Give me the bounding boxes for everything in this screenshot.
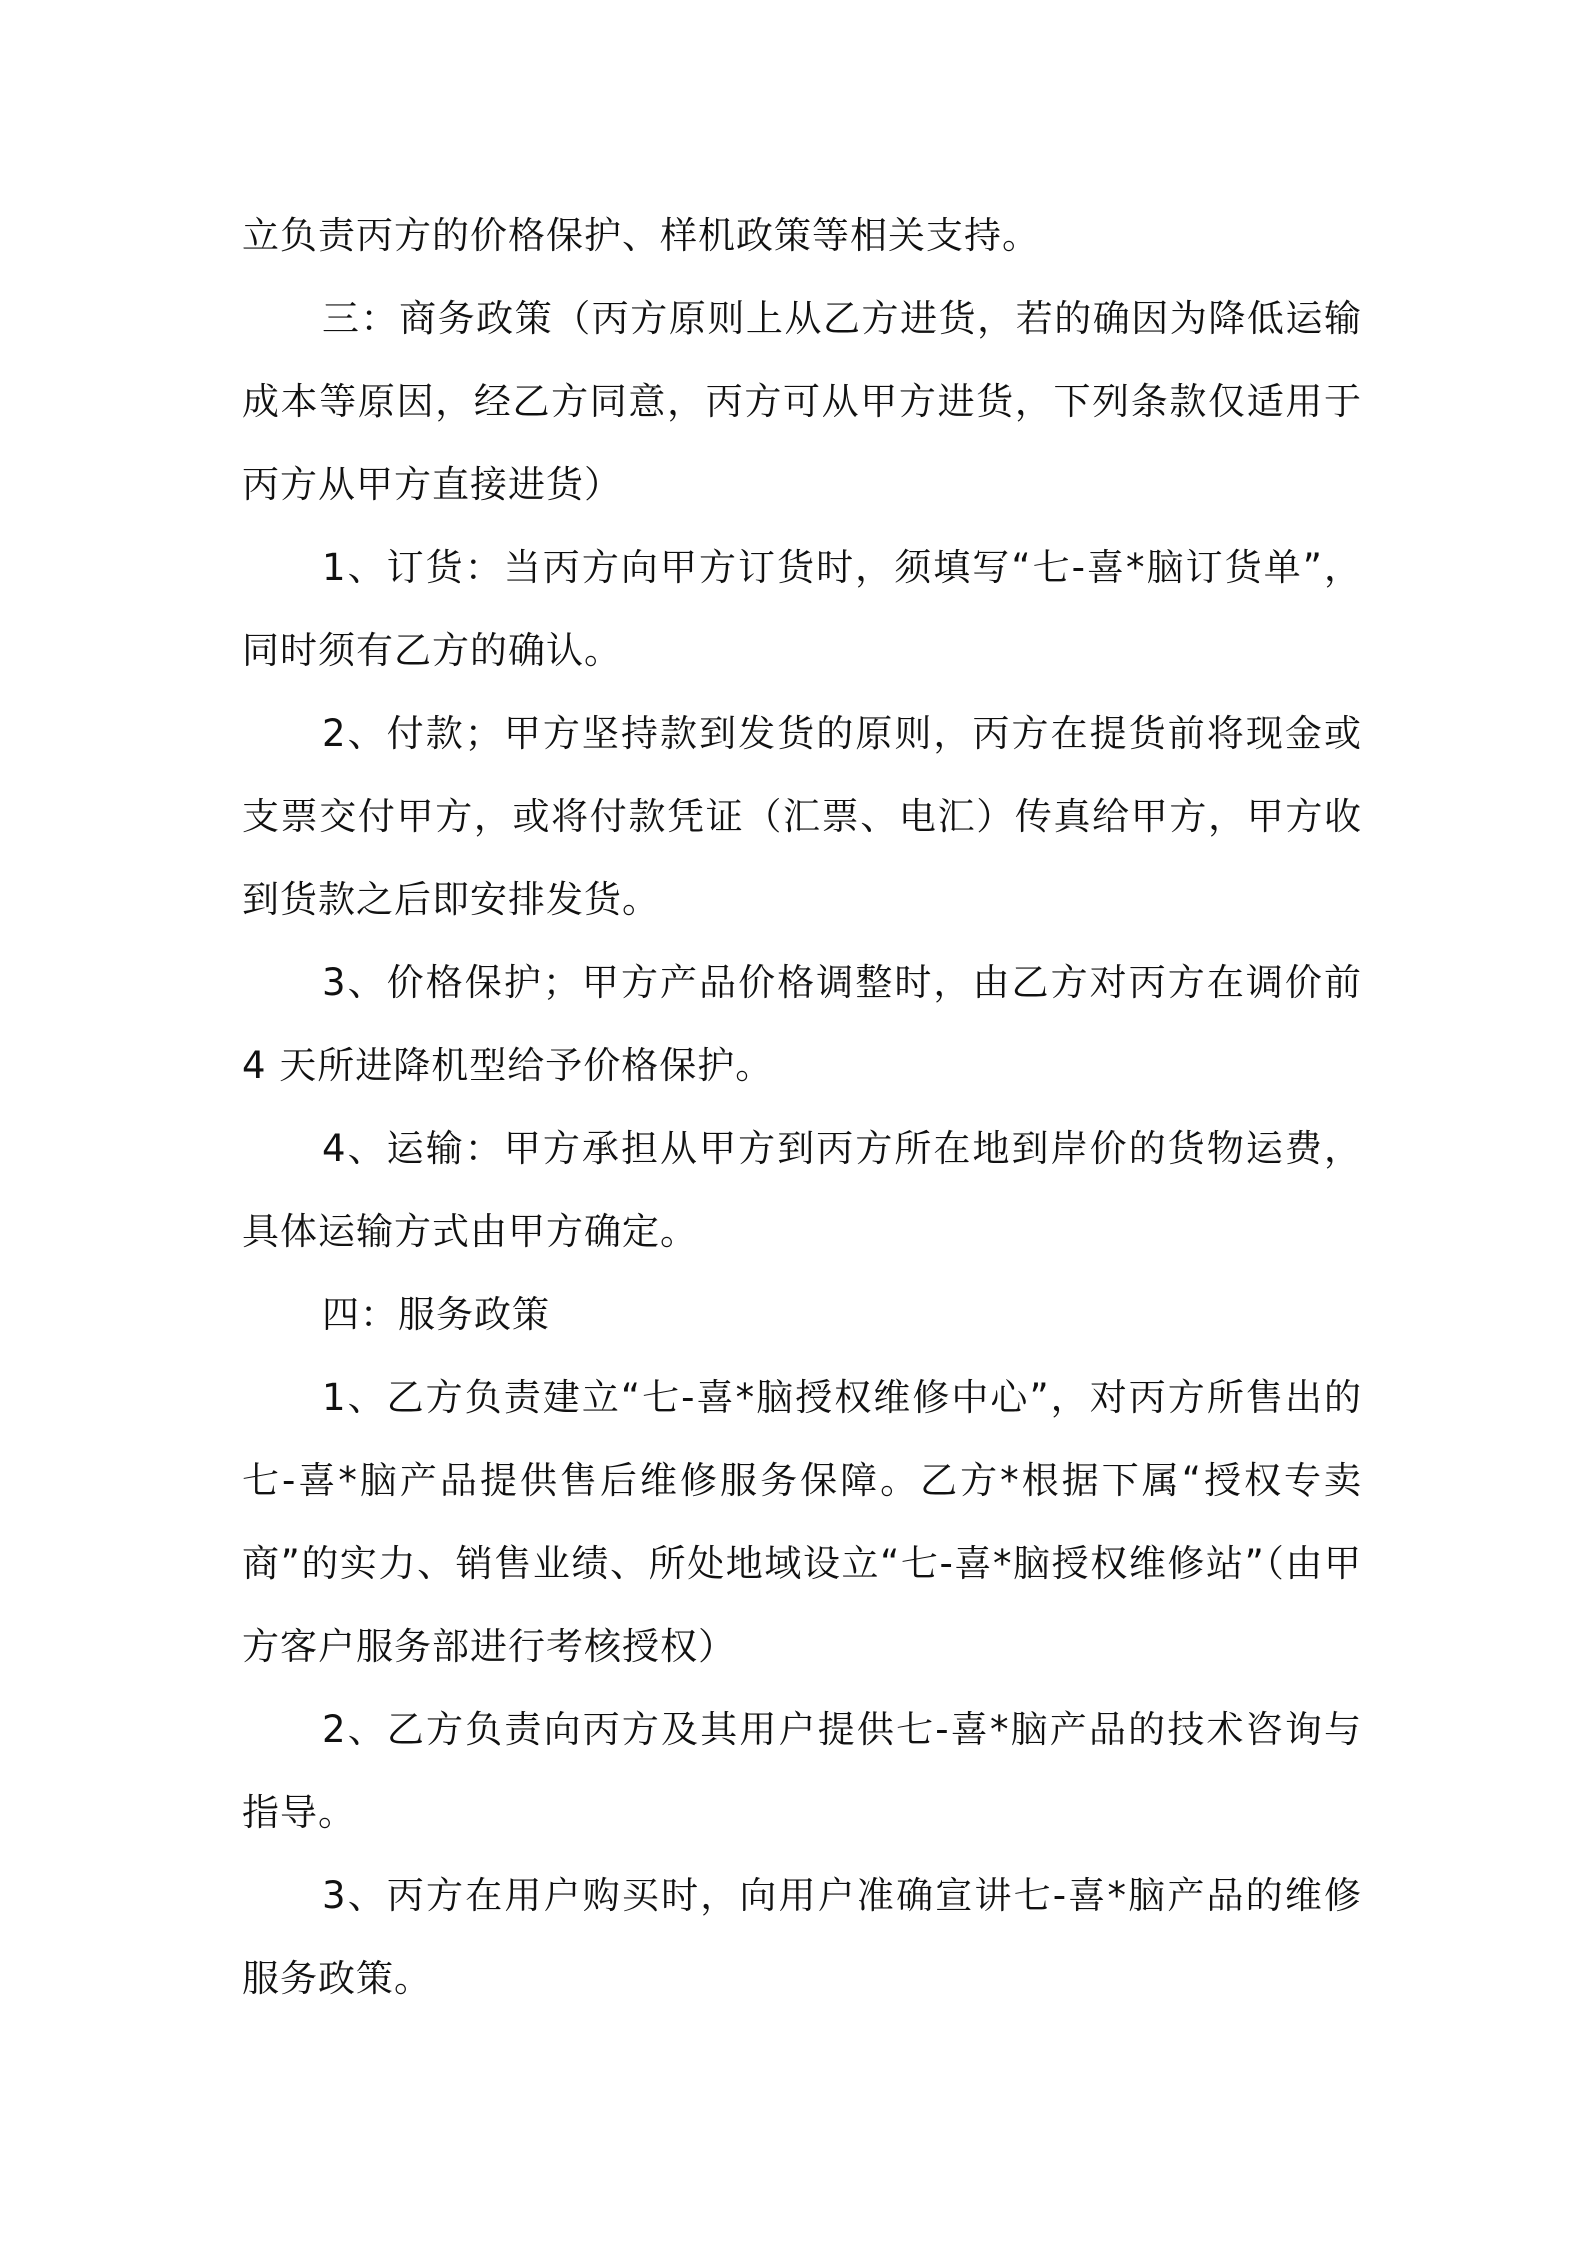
paragraph-service-explanation: 3、丙方在用户购买时，向用户准确宣讲七-喜*脑产品的维修服务政策。 bbox=[242, 1874, 1362, 2000]
paragraph-payment: 2、付款；甲方坚持款到发货的原则，丙方在提货前将现金或支票交付甲方，或将付款凭证（汇票、电汇）传真给甲方，甲方收到货款之后即安排发货。 bbox=[242, 712, 1362, 921]
paragraph-transport: 4、运输：甲方承担从甲方到丙方所在地到岸价的货物运费，具体运输方式由甲方确定。 bbox=[242, 1127, 1362, 1253]
paragraph-section-4-service-policy: 四：服务政策 bbox=[322, 1293, 550, 1336]
paragraph-ordering: 1、订货：当丙方向甲方订货时，须填写“七-喜*脑订货单”，同时须有乙方的确认。 bbox=[242, 546, 1362, 672]
paragraph-price-protection: 3、价格保护；甲方产品价格调整时，由乙方对丙方在调价前 4 天所进降机型给予价格保护。 bbox=[242, 961, 1362, 1087]
paragraph-technical-support: 2、乙方负责向丙方及其用户提供七-喜*脑产品的技术咨询与指导。 bbox=[242, 1708, 1362, 1834]
paragraph-service-center: 1、乙方负责建立“七-喜*脑授权维修中心”，对丙方所售出的七-喜*脑产品提供售后维修服务保障。乙方*根据下属“授权专卖商”的实力、销售业绩、所处地域设立“七-喜*脑授权维修站”（由甲方客户服务部进行考核授权） bbox=[242, 1376, 1362, 1668]
paragraph-1: 立负责丙方的价格保护、样机政策等相关支持。 bbox=[242, 214, 1040, 257]
document-body bbox=[242, 194, 1362, 2020]
paragraph-section-3-business-policy: 三：商务政策（丙方原则上从乙方进货，若的确因为降低运输成本等原因，经乙方同意，丙方可从甲方进货，下列条款仅适用于丙方从甲方直接进货） bbox=[242, 297, 1362, 506]
